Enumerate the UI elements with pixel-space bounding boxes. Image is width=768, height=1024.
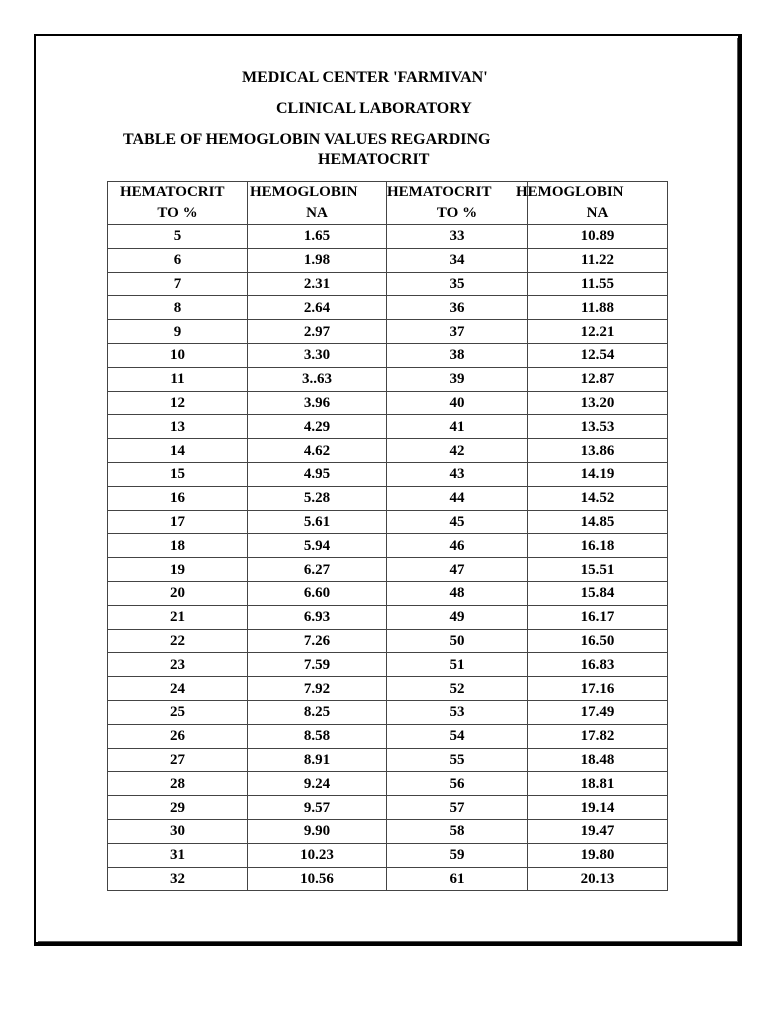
cell-hematocrit: 23 [108,653,248,677]
cell-hemoglobin: 6.60 [248,581,387,605]
table-row [108,581,668,605]
table-row [108,534,668,558]
cell-hemoglobin: 7.26 [248,629,387,653]
cell-hematocrit: 12 [108,391,248,415]
cell-hematocrit: 10 [108,343,248,367]
table-row [108,248,668,272]
table-row [108,843,668,867]
cell-hemoglobin: 16.18 [528,534,668,558]
cell-hematocrit: 26 [108,724,248,748]
cell-hemoglobin: 19.80 [528,843,668,867]
table-title-continued: HEMATOCRIT [318,151,430,168]
cell-hematocrit: 5 [108,225,248,249]
table-row [108,867,668,891]
cell-hemoglobin: 4.95 [248,462,387,486]
table-body [108,225,668,891]
cell-hematocrit: 18 [108,534,248,558]
cell-hematocrit: 61 [387,867,528,891]
table-row [108,558,668,582]
cell-hematocrit: 53 [387,700,528,724]
cell-hemoglobin: 4.29 [248,415,387,439]
cell-hematocrit: 35 [387,272,528,296]
table-row [108,653,668,677]
table-row [108,225,668,249]
cell-hematocrit: 30 [108,819,248,843]
cell-hemoglobin: 3..63 [248,367,387,391]
cell-hematocrit: 19 [108,558,248,582]
cell-hematocrit: 40 [387,391,528,415]
cell-hematocrit: 6 [108,248,248,272]
cell-hemoglobin: 10.23 [248,843,387,867]
table-row [108,510,668,534]
cell-hemoglobin: 12.54 [528,343,668,367]
table-row [108,296,668,320]
cell-hematocrit: 43 [387,462,528,486]
cell-hematocrit: 50 [387,629,528,653]
cell-hemoglobin: 9.24 [248,772,387,796]
cell-hemoglobin: 12.87 [528,367,668,391]
table-header-row [108,182,668,225]
cell-hematocrit: 51 [387,653,528,677]
cell-hemoglobin: 14.52 [528,486,668,510]
cell-hematocrit: 29 [108,796,248,820]
cell-hematocrit: 55 [387,748,528,772]
table-row [108,486,668,510]
table-row [108,439,668,463]
cell-hematocrit: 16 [108,486,248,510]
cell-hematocrit: 14 [108,439,248,463]
cell-hematocrit: 28 [108,772,248,796]
cell-hemoglobin: 17.49 [528,700,668,724]
cell-hemoglobin: 9.90 [248,819,387,843]
column-header-line1: HEMATOCRIT [387,184,492,200]
table-row [108,343,668,367]
cell-hemoglobin: 13.53 [528,415,668,439]
column-header-line2: NA [586,205,609,221]
cell-hemoglobin: 13.20 [528,391,668,415]
cell-hemoglobin: 16.50 [528,629,668,653]
cell-hemoglobin: 14.19 [528,462,668,486]
cell-hematocrit: 17 [108,510,248,534]
cell-hemoglobin: 6.93 [248,605,387,629]
cell-hemoglobin: 2.31 [248,272,387,296]
cell-hemoglobin: 17.16 [528,677,668,701]
cell-hematocrit: 49 [387,605,528,629]
cell-hematocrit: 24 [108,677,248,701]
cell-hematocrit: 57 [387,796,528,820]
cell-hemoglobin: 10.56 [248,867,387,891]
column-header-line2: TO % [157,205,198,221]
cell-hemoglobin: 5.61 [248,510,387,534]
cell-hemoglobin: 6.27 [248,558,387,582]
column-header-line2: TO % [436,205,478,221]
cell-hematocrit: 36 [387,296,528,320]
cell-hemoglobin: 3.96 [248,391,387,415]
lab-name: CLINICAL LABORATORY [276,100,472,117]
cell-hematocrit: 31 [108,843,248,867]
table-row [108,272,668,296]
cell-hematocrit: 59 [387,843,528,867]
table-row [108,629,668,653]
cell-hemoglobin: 14.85 [528,510,668,534]
cell-hemoglobin: 20.13 [528,867,668,891]
cell-hematocrit: 39 [387,367,528,391]
column-header-line1: HEMOGLOBIN [250,184,358,200]
table-row [108,700,668,724]
cell-hematocrit: 22 [108,629,248,653]
cell-hematocrit: 9 [108,320,248,344]
cell-hemoglobin: 18.48 [528,748,668,772]
column-header-line1: HEMATOCRIT [120,184,225,200]
table-row [108,320,668,344]
center-name: MEDICAL CENTER 'FARMIVAN' [242,69,488,86]
cell-hemoglobin: 1.98 [248,248,387,272]
cell-hemoglobin: 1.65 [248,225,387,249]
table-row [108,462,668,486]
cell-hematocrit: 46 [387,534,528,558]
cell-hemoglobin: 11.88 [528,296,668,320]
cell-hematocrit: 48 [387,581,528,605]
cell-hemoglobin: 7.59 [248,653,387,677]
cell-hematocrit: 41 [387,415,528,439]
cell-hemoglobin: 4.62 [248,439,387,463]
cell-hemoglobin: 19.14 [528,796,668,820]
table-title: TABLE OF HEMOGLOBIN VALUES REGARDING [123,131,491,148]
cell-hemoglobin: 13.86 [528,439,668,463]
cell-hemoglobin: 8.58 [248,724,387,748]
cell-hematocrit: 45 [387,510,528,534]
table-row [108,796,668,820]
cell-hematocrit: 20 [108,581,248,605]
cell-hemoglobin: 8.91 [248,748,387,772]
cell-hemoglobin: 5.94 [248,534,387,558]
cell-hematocrit: 58 [387,819,528,843]
cell-hemoglobin: 3.30 [248,343,387,367]
cell-hemoglobin: 17.82 [528,724,668,748]
cell-hematocrit: 34 [387,248,528,272]
table-row [108,724,668,748]
column-header-hemoglobin-1 [248,182,387,225]
cell-hemoglobin: 5.28 [248,486,387,510]
cell-hematocrit: 56 [387,772,528,796]
cell-hematocrit: 33 [387,225,528,249]
cell-hematocrit: 11 [108,367,248,391]
cell-hematocrit: 47 [387,558,528,582]
cell-hemoglobin: 2.97 [248,320,387,344]
cell-hemoglobin: 7.92 [248,677,387,701]
column-header-line1: HEMOGLOBIN [516,184,624,200]
cell-hematocrit: 37 [387,320,528,344]
cell-hematocrit: 38 [387,343,528,367]
table-row [108,748,668,772]
cell-hemoglobin: 2.64 [248,296,387,320]
table-row [108,605,668,629]
cell-hematocrit: 7 [108,272,248,296]
table-row [108,772,668,796]
table-row [108,391,668,415]
cell-hematocrit: 32 [108,867,248,891]
cell-hemoglobin: 19.47 [528,819,668,843]
table-row [108,415,668,439]
cell-hematocrit: 8 [108,296,248,320]
cell-hemoglobin: 18.81 [528,772,668,796]
cell-hematocrit: 52 [387,677,528,701]
cell-hematocrit: 54 [387,724,528,748]
hemoglobin-table [107,181,668,891]
cell-hematocrit: 44 [387,486,528,510]
cell-hemoglobin: 11.55 [528,272,668,296]
cell-hemoglobin: 15.51 [528,558,668,582]
cell-hematocrit: 21 [108,605,248,629]
cell-hematocrit: 13 [108,415,248,439]
cell-hematocrit: 15 [108,462,248,486]
column-header-line2: NA [306,205,328,221]
cell-hemoglobin: 15.84 [528,581,668,605]
cell-hemoglobin: 9.57 [248,796,387,820]
table-row [108,677,668,701]
cell-hemoglobin: 10.89 [528,225,668,249]
cell-hematocrit: 42 [387,439,528,463]
column-header-hematocrit-2 [387,182,528,225]
cell-hemoglobin: 12.21 [528,320,668,344]
cell-hemoglobin: 11.22 [528,248,668,272]
cell-hematocrit: 25 [108,700,248,724]
cell-hemoglobin: 16.17 [528,605,668,629]
table-row [108,819,668,843]
column-header-hematocrit-1 [108,182,248,225]
cell-hemoglobin: 8.25 [248,700,387,724]
cell-hematocrit: 27 [108,748,248,772]
column-header-hemoglobin-2 [516,182,668,225]
table-row [108,367,668,391]
cell-hemoglobin: 16.83 [528,653,668,677]
